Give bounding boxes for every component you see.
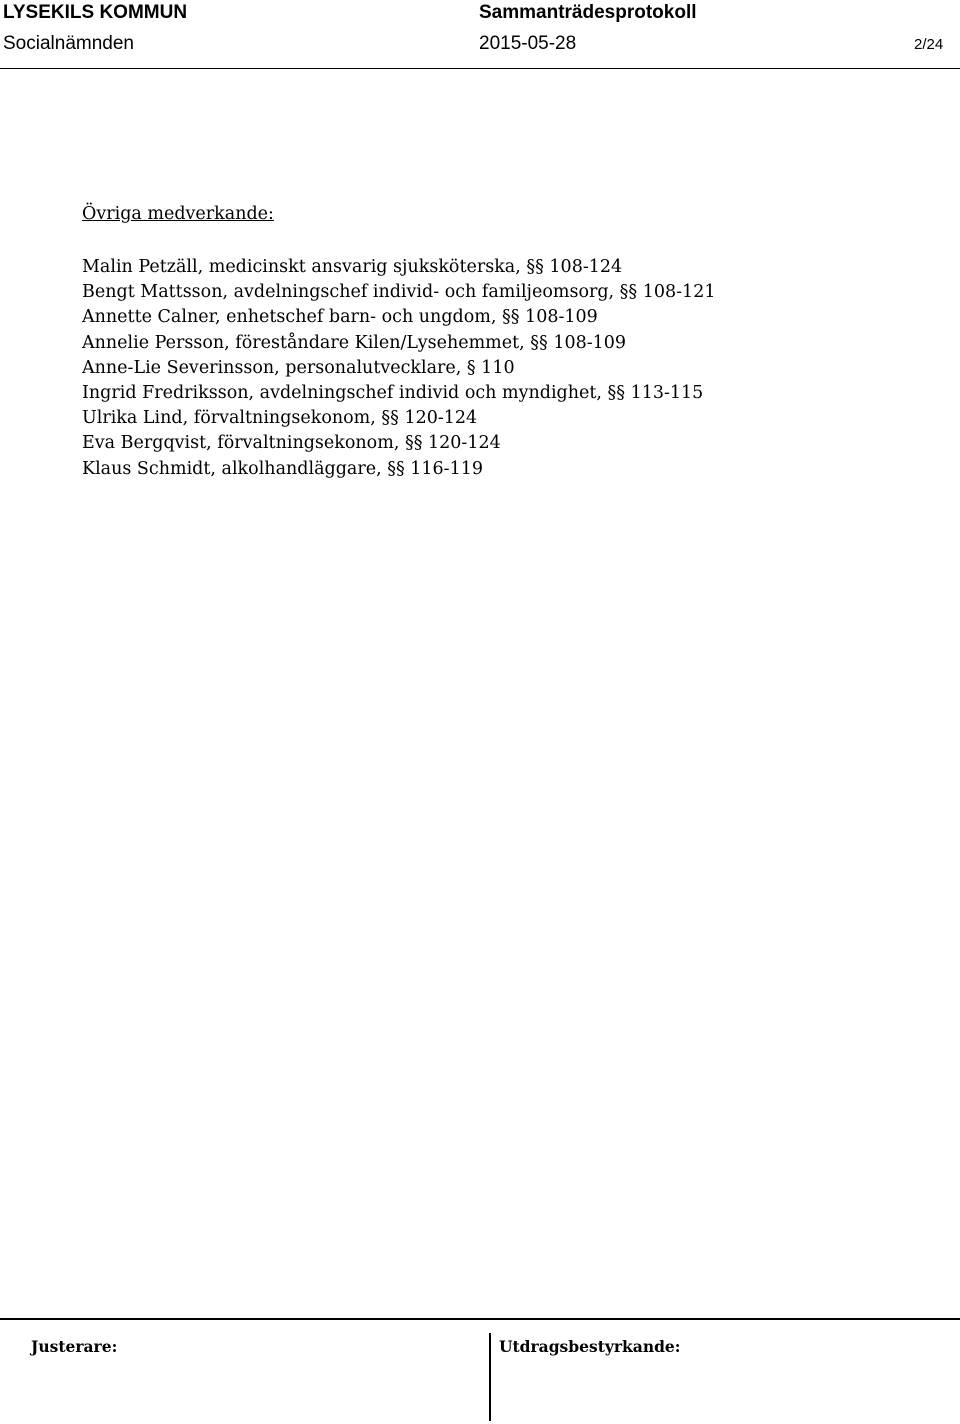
list-item: Ulrika Lind, förvaltningsekonom, §§ 120-124 <box>82 408 478 429</box>
certifier-label: Utdragsbestyrkande: <box>499 1337 681 1356</box>
list-item: Anne-Lie Severinsson, personalutvecklare, § 110 <box>82 357 515 378</box>
document-type: Sammanträdesprotokoll <box>479 2 697 23</box>
participants-section <box>82 202 715 482</box>
list-item: Eva Bergqvist, förvaltningsekonom, §§ 120-124 <box>82 433 501 454</box>
participants-list <box>82 255 715 482</box>
list-item: Ingrid Fredriksson, avdelningschef individ och myndighet, §§ 113-115 <box>82 382 704 403</box>
organization-name: LYSEKILS KOMMUN <box>3 2 188 23</box>
meeting-date: 2015-05-28 <box>479 33 577 54</box>
adjuster-label: Justerare: <box>31 1337 118 1356</box>
list-item: Bengt Mattsson, avdelningschef individ- och familjeomsorg, §§ 108-121 <box>82 282 716 303</box>
list-item: Annelie Persson, föreståndare Kilen/Lysehemmet, §§ 108-109 <box>82 332 627 353</box>
committee-name: Socialnämnden <box>3 33 134 54</box>
list-item: Malin Petzäll, medicinskt ansvarig sjuksköterska, §§ 108-124 <box>82 257 623 277</box>
footer-divider-vertical <box>489 1333 491 1421</box>
header-divider <box>0 68 960 69</box>
footer-divider-horizontal <box>0 1318 960 1320</box>
list-item: Annette Calner, enhetschef barn- och ungdom, §§ 108-109 <box>82 307 598 328</box>
page-number: 2/24 <box>914 36 944 53</box>
list-item: Klaus Schmidt, alkolhandläggare, §§ 116-119 <box>82 458 483 479</box>
section-heading: Övriga medverkande: <box>82 204 274 224</box>
